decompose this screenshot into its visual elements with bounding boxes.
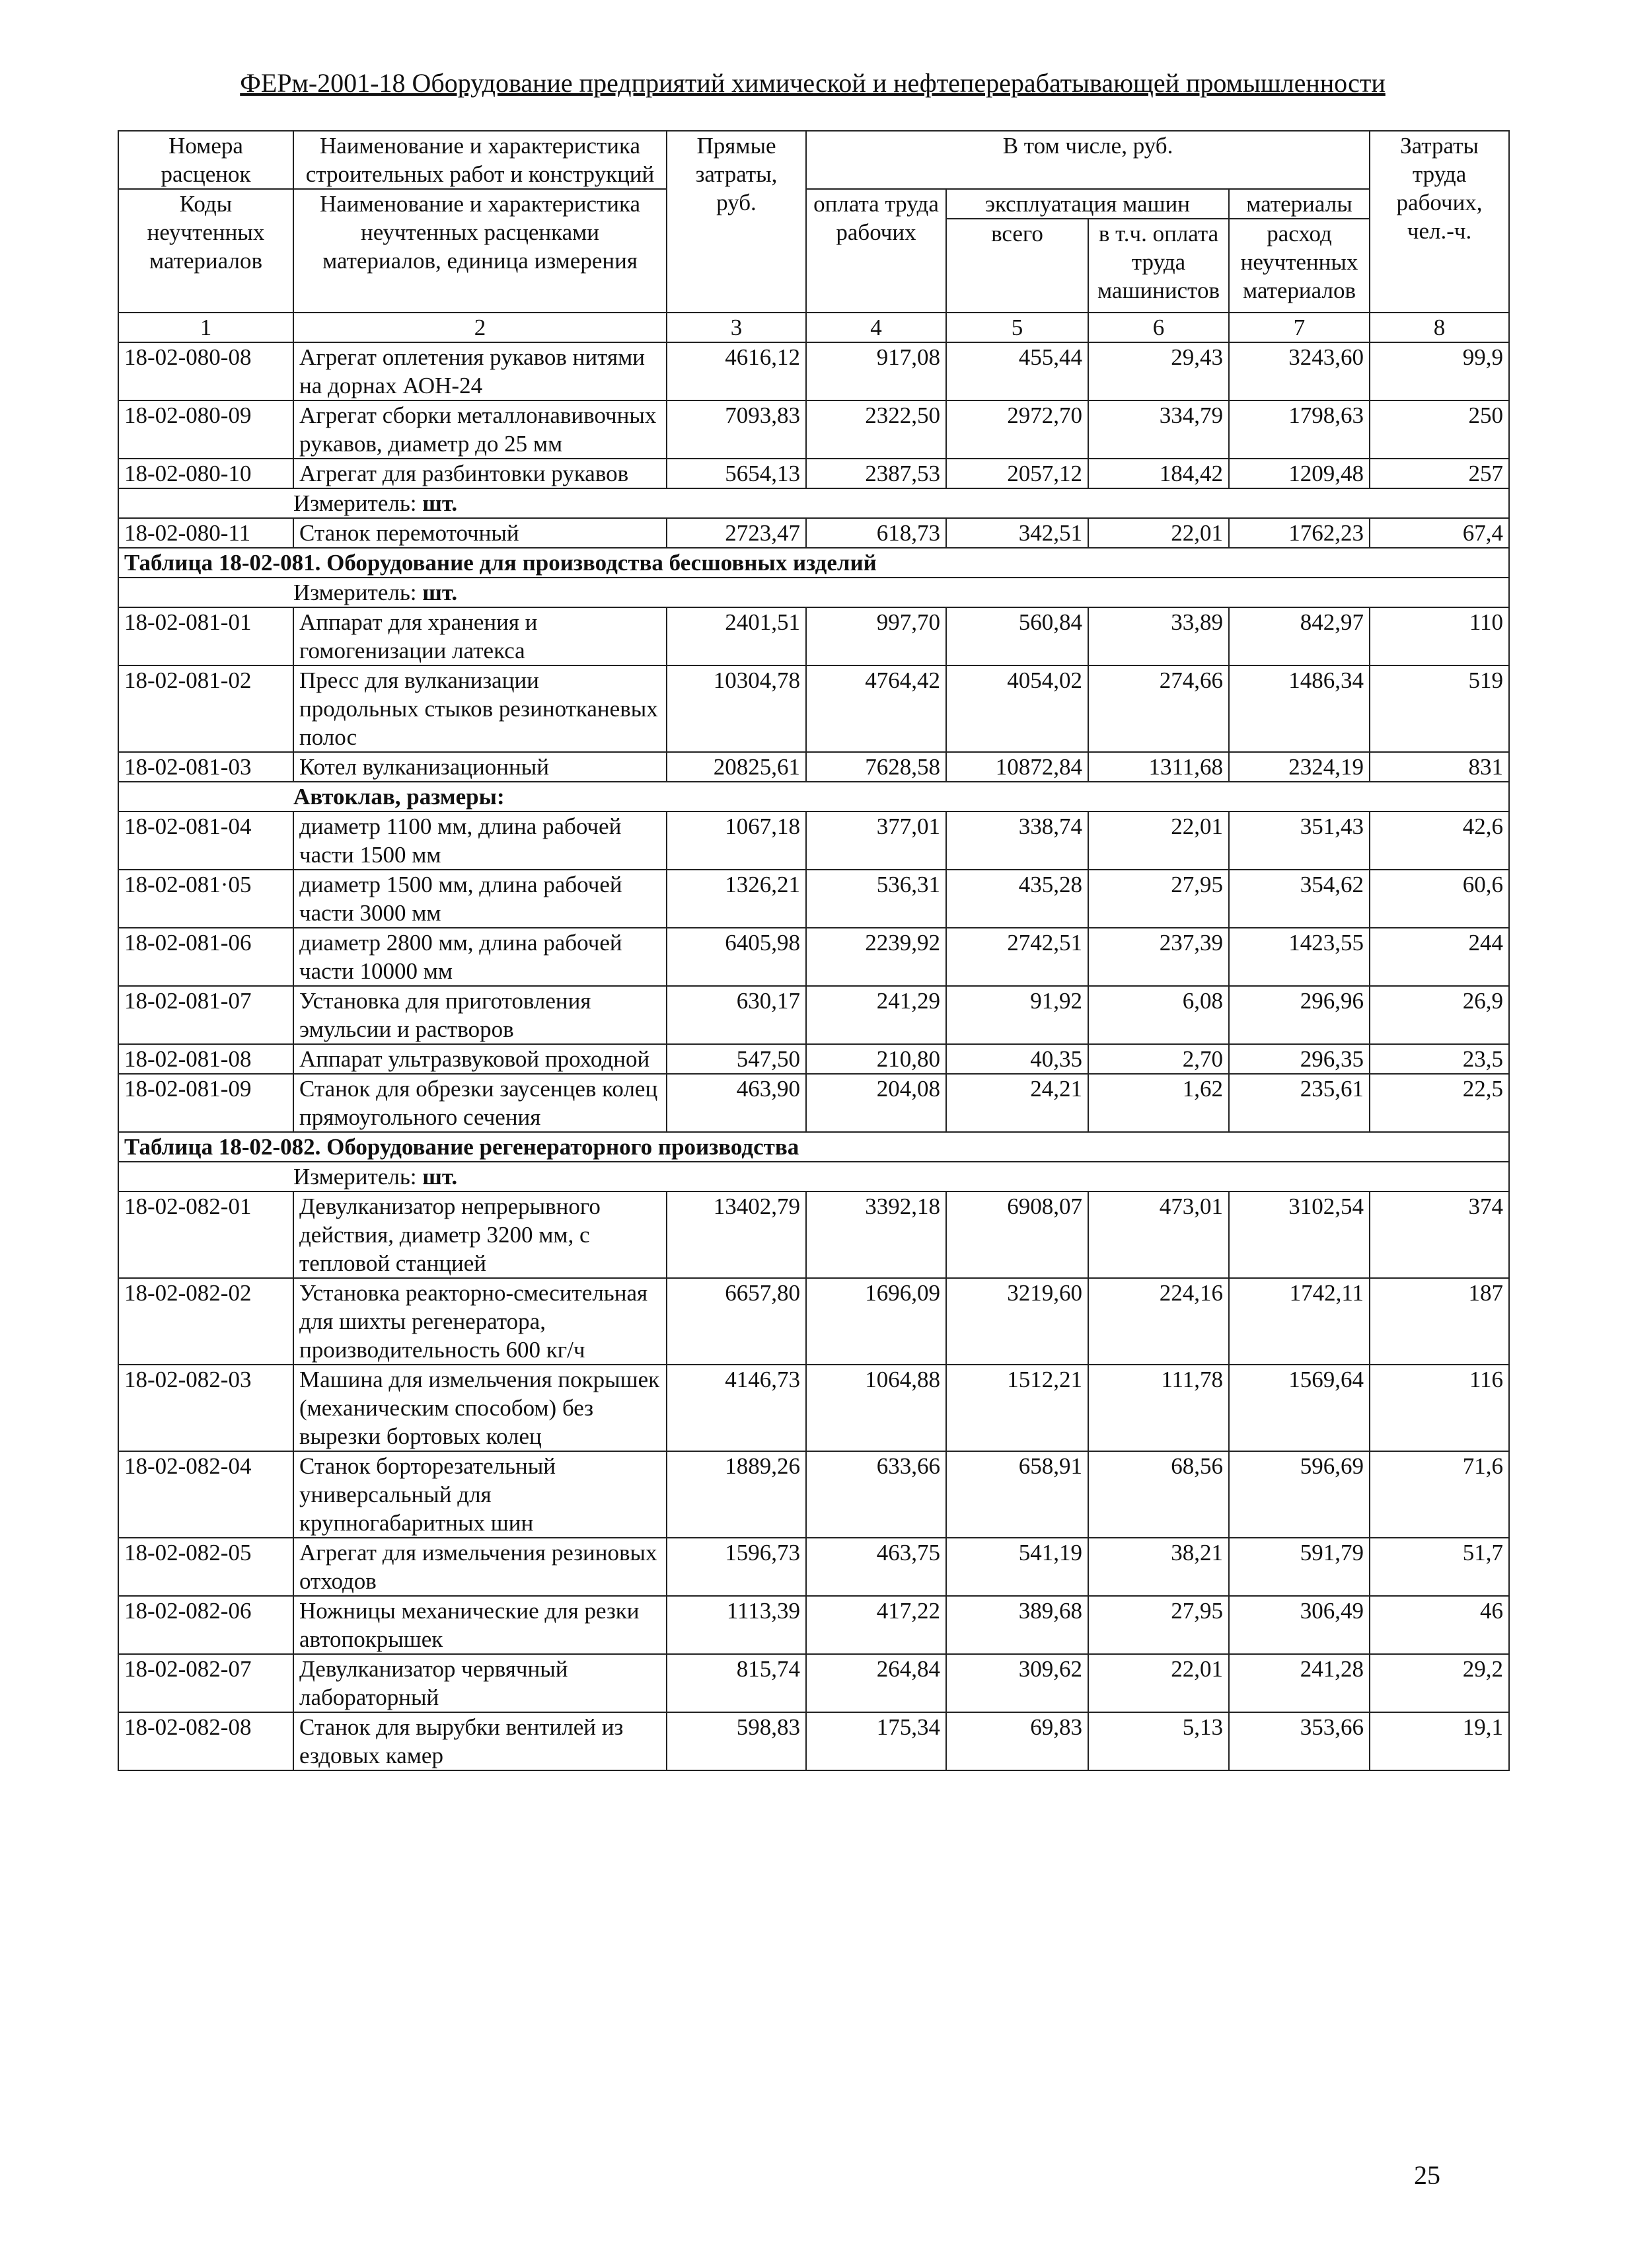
col-num: 8 bbox=[1370, 313, 1509, 342]
item-name: Машина для измельчения покрышек (механическим способом) без вырезки бортовых колец bbox=[293, 1365, 667, 1451]
table-row bbox=[118, 752, 1509, 782]
machinist-pay: 334,79 bbox=[1088, 400, 1229, 459]
direct-cost: 4146,73 bbox=[667, 1365, 806, 1451]
table-row bbox=[118, 1596, 1509, 1654]
table-row bbox=[118, 1538, 1509, 1596]
direct-cost: 1326,21 bbox=[667, 870, 806, 928]
item-name: Станок борторезательный универсальный для крупногабаритных шин bbox=[293, 1451, 667, 1538]
machinist-pay: 22,01 bbox=[1088, 1654, 1229, 1712]
worker-pay: 4764,42 bbox=[806, 665, 946, 752]
rate-code: 18-02-082-01 bbox=[118, 1191, 293, 1278]
direct-cost: 20825,61 bbox=[667, 752, 806, 782]
material-cost: 296,35 bbox=[1229, 1044, 1370, 1074]
direct-cost: 547,50 bbox=[667, 1044, 806, 1074]
labor-cost: 831 bbox=[1370, 752, 1509, 782]
machine-total: 560,84 bbox=[946, 607, 1088, 665]
labor-cost: 26,9 bbox=[1370, 986, 1509, 1044]
machinist-pay: 184,42 bbox=[1088, 459, 1229, 488]
col-machine-ops: эксплуатация машин bbox=[946, 189, 1229, 219]
worker-pay: 2322,50 bbox=[806, 400, 946, 459]
rate-code: 18-02-081-06 bbox=[118, 928, 293, 986]
direct-cost: 1889,26 bbox=[667, 1451, 806, 1538]
item-name: Котел вулканизационный bbox=[293, 752, 667, 782]
table-row bbox=[118, 928, 1509, 986]
col-num: 6 bbox=[1088, 313, 1229, 342]
material-cost: 353,66 bbox=[1229, 1712, 1370, 1770]
material-cost: 1423,55 bbox=[1229, 928, 1370, 986]
rate-code: 18-02-081-04 bbox=[118, 812, 293, 870]
machinist-pay: 6,08 bbox=[1088, 986, 1229, 1044]
item-name: Станок для обрезки заусенцев колец прямоугольного сечения bbox=[293, 1074, 667, 1132]
labor-cost: 29,2 bbox=[1370, 1654, 1509, 1712]
worker-pay: 2239,92 bbox=[806, 928, 946, 986]
worker-pay: 377,01 bbox=[806, 812, 946, 870]
machine-total: 2972,70 bbox=[946, 400, 1088, 459]
meter-unit: шт. bbox=[422, 1164, 458, 1190]
direct-cost: 1113,39 bbox=[667, 1596, 806, 1654]
machine-total: 6908,07 bbox=[946, 1191, 1088, 1278]
rate-code: 18-02-082-06 bbox=[118, 1596, 293, 1654]
machine-total: 541,19 bbox=[946, 1538, 1088, 1596]
meter-label: Измеритель: bbox=[293, 1164, 417, 1190]
item-name: Девулканизатор непрерывного действия, диаметр 3200 мм, с тепловой станцией bbox=[293, 1191, 667, 1278]
worker-pay: 241,29 bbox=[806, 986, 946, 1044]
machinist-pay: 29,43 bbox=[1088, 342, 1229, 400]
meter-spacer bbox=[118, 578, 293, 607]
direct-cost: 598,83 bbox=[667, 1712, 806, 1770]
labor-cost: 67,4 bbox=[1370, 518, 1509, 548]
col-including: В том числе, руб. bbox=[806, 131, 1370, 189]
table-row bbox=[118, 1654, 1509, 1712]
labor-cost: 116 bbox=[1370, 1365, 1509, 1451]
item-name: Ножницы механические для резки автопокрышек bbox=[293, 1596, 667, 1654]
worker-pay: 618,73 bbox=[806, 518, 946, 548]
material-cost: 306,49 bbox=[1229, 1596, 1370, 1654]
material-cost: 235,61 bbox=[1229, 1074, 1370, 1132]
meter-unit: шт. bbox=[422, 580, 458, 605]
machine-total: 389,68 bbox=[946, 1596, 1088, 1654]
meter-spacer bbox=[118, 1162, 293, 1191]
material-cost: 3243,60 bbox=[1229, 342, 1370, 400]
worker-pay: 2387,53 bbox=[806, 459, 946, 488]
machine-total: 2057,12 bbox=[946, 459, 1088, 488]
material-cost: 3102,54 bbox=[1229, 1191, 1370, 1278]
direct-cost: 6405,98 bbox=[667, 928, 806, 986]
col-worker-pay: оплата труда рабочих bbox=[806, 189, 946, 313]
meter-label: Измеритель: bbox=[293, 580, 417, 605]
meter-row bbox=[293, 1162, 1509, 1191]
material-cost: 842,97 bbox=[1229, 607, 1370, 665]
machine-total: 1512,21 bbox=[946, 1365, 1088, 1451]
material-cost: 351,43 bbox=[1229, 812, 1370, 870]
table-row bbox=[118, 518, 1509, 548]
item-name: Станок перемоточный bbox=[293, 518, 667, 548]
material-cost: 354,62 bbox=[1229, 870, 1370, 928]
col-num: 1 bbox=[118, 313, 293, 342]
worker-pay: 536,31 bbox=[806, 870, 946, 928]
machinist-pay: 1,62 bbox=[1088, 1074, 1229, 1132]
worker-pay: 633,66 bbox=[806, 1451, 946, 1538]
item-name: Агрегат для разбинтовки рукавов bbox=[293, 459, 667, 488]
col-num: 4 bbox=[806, 313, 946, 342]
item-name: диаметр 2800 мм, длина рабочей части 10000 мм bbox=[293, 928, 667, 986]
group-label: Автоклав, размеры: bbox=[293, 782, 1509, 812]
labor-cost: 51,7 bbox=[1370, 1538, 1509, 1596]
page-header: ФЕРм-2001-18 Оборудование предприятий химической и нефтеперерабатывающей промышленности bbox=[240, 68, 1386, 98]
worker-pay: 264,84 bbox=[806, 1654, 946, 1712]
machine-total: 338,74 bbox=[946, 812, 1088, 870]
machine-total: 3219,60 bbox=[946, 1278, 1088, 1365]
labor-cost: 22,5 bbox=[1370, 1074, 1509, 1132]
table-row bbox=[118, 665, 1509, 752]
labor-cost: 374 bbox=[1370, 1191, 1509, 1278]
machine-total: 10872,84 bbox=[946, 752, 1088, 782]
machinist-pay: 1311,68 bbox=[1088, 752, 1229, 782]
table-row bbox=[118, 1365, 1509, 1451]
machinist-pay: 38,21 bbox=[1088, 1538, 1229, 1596]
col-direct-costs: Прямые затраты, руб. bbox=[667, 131, 806, 313]
table-row bbox=[118, 1451, 1509, 1538]
rate-code: 18-02-080-10 bbox=[118, 459, 293, 488]
worker-pay: 210,80 bbox=[806, 1044, 946, 1074]
labor-cost: 42,6 bbox=[1370, 812, 1509, 870]
labor-cost: 71,6 bbox=[1370, 1451, 1509, 1538]
item-name: диаметр 1500 мм, длина рабочей части 3000 мм bbox=[293, 870, 667, 928]
rate-code: 18-02-082-05 bbox=[118, 1538, 293, 1596]
material-cost: 1762,23 bbox=[1229, 518, 1370, 548]
material-cost: 296,96 bbox=[1229, 986, 1370, 1044]
material-cost: 1569,64 bbox=[1229, 1365, 1370, 1451]
labor-cost: 99,9 bbox=[1370, 342, 1509, 400]
col-machinist-pay: в т.ч. оплата труда машинистов bbox=[1088, 219, 1229, 313]
item-name: Аппарат ультразвуковой проходной bbox=[293, 1044, 667, 1074]
machinist-pay: 237,39 bbox=[1088, 928, 1229, 986]
item-name: диаметр 1100 мм, длина рабочей части 1500 мм bbox=[293, 812, 667, 870]
item-name: Агрегат сборки металлонавивочных рукавов, диаметр до 25 мм bbox=[293, 400, 667, 459]
direct-cost: 13402,79 bbox=[667, 1191, 806, 1278]
machinist-pay: 111,78 bbox=[1088, 1365, 1229, 1451]
worker-pay: 1064,88 bbox=[806, 1365, 946, 1451]
table-row bbox=[118, 400, 1509, 459]
item-name: Установка для приготовления эмульсии и растворов bbox=[293, 986, 667, 1044]
meter-spacer bbox=[118, 488, 293, 518]
rate-code: 18-02-081-02 bbox=[118, 665, 293, 752]
machine-total: 658,91 bbox=[946, 1451, 1088, 1538]
machine-total: 91,92 bbox=[946, 986, 1088, 1044]
item-name: Аппарат для хранения и гомогенизации латекса bbox=[293, 607, 667, 665]
machine-total: 69,83 bbox=[946, 1712, 1088, 1770]
direct-cost: 4616,12 bbox=[667, 342, 806, 400]
direct-cost: 630,17 bbox=[667, 986, 806, 1044]
meter-unit: шт. bbox=[422, 490, 458, 516]
material-cost: 241,28 bbox=[1229, 1654, 1370, 1712]
material-cost: 591,79 bbox=[1229, 1538, 1370, 1596]
rate-code: 18-02-081-01 bbox=[118, 607, 293, 665]
material-cost: 1486,34 bbox=[1229, 665, 1370, 752]
meter-label: Измеритель: bbox=[293, 490, 417, 516]
direct-cost: 2401,51 bbox=[667, 607, 806, 665]
table-title: Таблица 18-02-082. Оборудование регенераторного производства bbox=[118, 1132, 1509, 1162]
direct-cost: 815,74 bbox=[667, 1654, 806, 1712]
machine-total: 309,62 bbox=[946, 1654, 1088, 1712]
worker-pay: 175,34 bbox=[806, 1712, 946, 1770]
labor-cost: 250 bbox=[1370, 400, 1509, 459]
worker-pay: 417,22 bbox=[806, 1596, 946, 1654]
machinist-pay: 2,70 bbox=[1088, 1044, 1229, 1074]
labor-cost: 19,1 bbox=[1370, 1712, 1509, 1770]
worker-pay: 463,75 bbox=[806, 1538, 946, 1596]
labor-cost: 110 bbox=[1370, 607, 1509, 665]
rate-code: 18-02-082-04 bbox=[118, 1451, 293, 1538]
machine-total: 4054,02 bbox=[946, 665, 1088, 752]
table-row bbox=[118, 1044, 1509, 1074]
rate-code: 18-02-081-03 bbox=[118, 752, 293, 782]
direct-cost: 6657,80 bbox=[667, 1278, 806, 1365]
worker-pay: 7628,58 bbox=[806, 752, 946, 782]
table-row bbox=[118, 870, 1509, 928]
material-cost: 1798,63 bbox=[1229, 400, 1370, 459]
item-name: Станок для вырубки вентилей из ездовых камер bbox=[293, 1712, 667, 1770]
table-title: Таблица 18-02-081. Оборудование для производства бесшовных изделий bbox=[118, 548, 1509, 578]
table-row bbox=[118, 1712, 1509, 1770]
machinist-pay: 27,95 bbox=[1088, 870, 1229, 928]
col-num: 5 bbox=[946, 313, 1088, 342]
col-labor: Затраты труда рабочих, чел.-ч. bbox=[1370, 131, 1509, 313]
rate-code: 18-02-080-11 bbox=[118, 518, 293, 548]
rate-code: 18-02-081-08 bbox=[118, 1044, 293, 1074]
machine-total: 435,28 bbox=[946, 870, 1088, 928]
group-spacer bbox=[118, 782, 293, 812]
machine-total: 342,51 bbox=[946, 518, 1088, 548]
rate-code: 18-02-081-09 bbox=[118, 1074, 293, 1132]
item-name: Агрегат оплетения рукавов нитями на дорнах АОН-24 bbox=[293, 342, 667, 400]
direct-cost: 10304,78 bbox=[667, 665, 806, 752]
table-row bbox=[118, 459, 1509, 488]
table-row bbox=[118, 812, 1509, 870]
worker-pay: 3392,18 bbox=[806, 1191, 946, 1278]
meter-row bbox=[293, 578, 1509, 607]
item-name: Установка реакторно-смесительная для шихты регенератора, производительность 600 кг/ч bbox=[293, 1278, 667, 1365]
col-rate-numbers: Номера расценок bbox=[118, 131, 293, 189]
col-num: 7 bbox=[1229, 313, 1370, 342]
rate-code: 18-02-080-09 bbox=[118, 400, 293, 459]
machine-total: 24,21 bbox=[946, 1074, 1088, 1132]
labor-cost: 60,6 bbox=[1370, 870, 1509, 928]
machinist-pay: 33,89 bbox=[1088, 607, 1229, 665]
material-cost: 2324,19 bbox=[1229, 752, 1370, 782]
col-material-usage: расход неучтенных материалов bbox=[1229, 219, 1370, 313]
machine-total: 2742,51 bbox=[946, 928, 1088, 986]
machinist-pay: 27,95 bbox=[1088, 1596, 1229, 1654]
rate-code: 18-02-081-07 bbox=[118, 986, 293, 1044]
table-row bbox=[118, 1278, 1509, 1365]
labor-cost: 244 bbox=[1370, 928, 1509, 986]
worker-pay: 204,08 bbox=[806, 1074, 946, 1132]
col-material-name: Наименование и характеристика неучтенных расценками материалов, единица измерения bbox=[293, 189, 667, 313]
labor-cost: 46 bbox=[1370, 1596, 1509, 1654]
table-row bbox=[118, 1191, 1509, 1278]
rate-code: 18-02-080-08 bbox=[118, 342, 293, 400]
table-row bbox=[118, 607, 1509, 665]
machine-total: 455,44 bbox=[946, 342, 1088, 400]
rates-table bbox=[118, 130, 1510, 1771]
col-num: 3 bbox=[667, 313, 806, 342]
machinist-pay: 274,66 bbox=[1088, 665, 1229, 752]
worker-pay: 917,08 bbox=[806, 342, 946, 400]
col-total: всего bbox=[946, 219, 1088, 313]
worker-pay: 1696,09 bbox=[806, 1278, 946, 1365]
meter-row bbox=[293, 488, 1509, 518]
table-row bbox=[118, 342, 1509, 400]
item-name: Девулканизатор червячный лабораторный bbox=[293, 1654, 667, 1712]
col-work-name: Наименование и характеристика строительных работ и конструкций bbox=[293, 131, 667, 189]
labor-cost: 257 bbox=[1370, 459, 1509, 488]
machinist-pay: 224,16 bbox=[1088, 1278, 1229, 1365]
worker-pay: 997,70 bbox=[806, 607, 946, 665]
col-num: 2 bbox=[293, 313, 667, 342]
rate-code: 18-02-082-03 bbox=[118, 1365, 293, 1451]
direct-cost: 463,90 bbox=[667, 1074, 806, 1132]
direct-cost: 1596,73 bbox=[667, 1538, 806, 1596]
col-material-codes: Коды неучтенных материалов bbox=[118, 189, 293, 313]
labor-cost: 187 bbox=[1370, 1278, 1509, 1365]
machine-total: 40,35 bbox=[946, 1044, 1088, 1074]
machinist-pay: 22,01 bbox=[1088, 518, 1229, 548]
machinist-pay: 473,01 bbox=[1088, 1191, 1229, 1278]
material-cost: 1209,48 bbox=[1229, 459, 1370, 488]
item-name: Агрегат для измельчения резиновых отходов bbox=[293, 1538, 667, 1596]
labor-cost: 519 bbox=[1370, 665, 1509, 752]
machinist-pay: 68,56 bbox=[1088, 1451, 1229, 1538]
machinist-pay: 22,01 bbox=[1088, 812, 1229, 870]
direct-cost: 1067,18 bbox=[667, 812, 806, 870]
item-name: Пресс для вулканизации продольных стыков резинотканевых полос bbox=[293, 665, 667, 752]
rate-code: 18-02-081·05 bbox=[118, 870, 293, 928]
table-row bbox=[118, 1074, 1509, 1132]
rate-code: 18-02-082-02 bbox=[118, 1278, 293, 1365]
direct-cost: 2723,47 bbox=[667, 518, 806, 548]
labor-cost: 23,5 bbox=[1370, 1044, 1509, 1074]
rate-code: 18-02-082-08 bbox=[118, 1712, 293, 1770]
machinist-pay: 5,13 bbox=[1088, 1712, 1229, 1770]
material-cost: 596,69 bbox=[1229, 1451, 1370, 1538]
material-cost: 1742,11 bbox=[1229, 1278, 1370, 1365]
rate-code: 18-02-082-07 bbox=[118, 1654, 293, 1712]
col-materials: материалы bbox=[1229, 189, 1370, 219]
direct-cost: 5654,13 bbox=[667, 459, 806, 488]
direct-cost: 7093,83 bbox=[667, 400, 806, 459]
table-row bbox=[118, 986, 1509, 1044]
page-number: 25 bbox=[1414, 2160, 1440, 2190]
